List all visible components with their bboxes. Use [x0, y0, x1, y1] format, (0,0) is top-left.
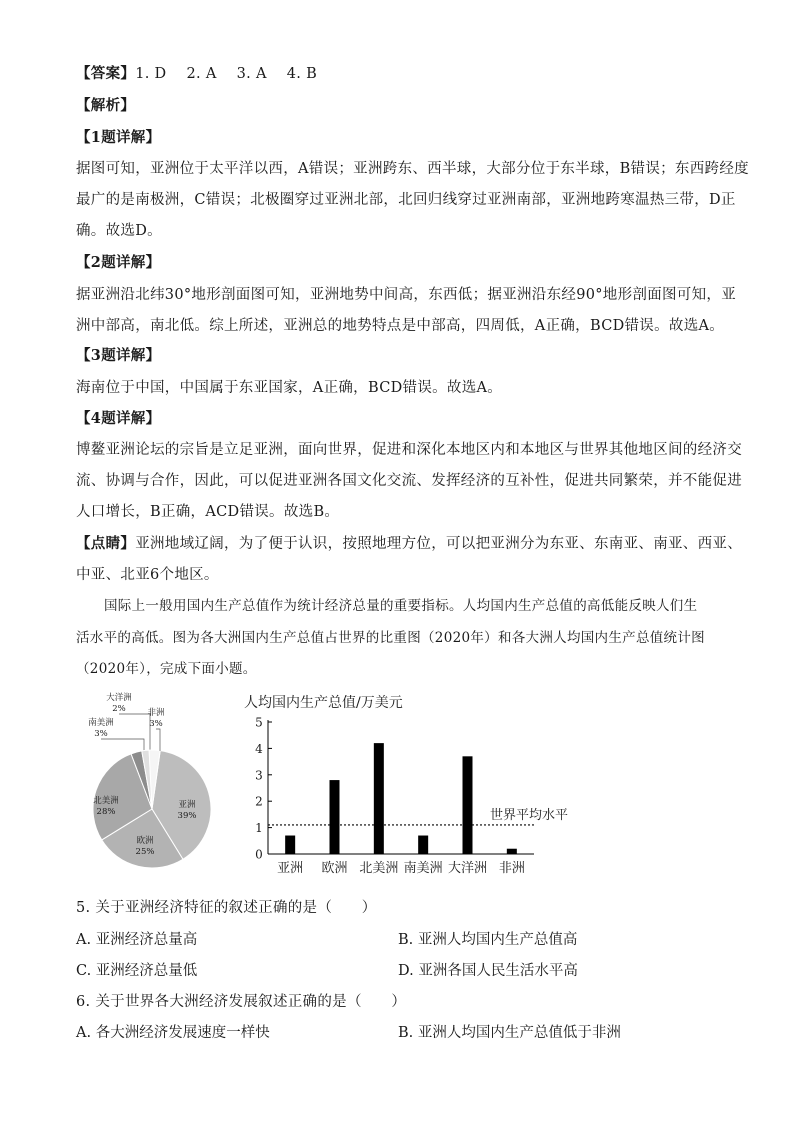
q6-stem: 6. 关于世界各大洲经济发展叙述正确的是（ ）: [76, 994, 407, 1010]
bar: [463, 756, 473, 854]
x-category-label: 南美洲: [403, 861, 443, 876]
x-category-label: 大洋洲: [447, 861, 488, 876]
answer-line: [76, 62, 337, 83]
pie-category-label: 非洲: [147, 708, 165, 718]
pie-chart: [80, 688, 225, 873]
q6-option-b[interactable]: B. 亚洲人均国内生产总值低于非洲: [398, 1025, 621, 1041]
tip-line: [76, 532, 742, 553]
x-category-label: 北美洲: [359, 861, 399, 876]
q1-line: 据图可知，亚洲位于太平洋以西，A错误；亚洲跨东、西半球，大部分位于东半球，B错误；东西跨经度: [76, 161, 749, 177]
answer-item: 4. B: [286, 66, 318, 82]
answer-item: 1. D: [135, 66, 167, 82]
pie-percent-label: 39%: [177, 811, 197, 821]
q2-line: 洲中部高，南北低。综上所述，亚洲总的地势特点是中部高，四周低，A正确，BCD错误。故选A。: [76, 318, 725, 334]
x-category-label: 欧洲: [321, 861, 348, 876]
q1-line: 最广的是南极洲，C错误；北极圈穿过亚洲北部，北回归线穿过亚洲南部，亚洲地跨寒温热三带，D正: [76, 192, 736, 208]
y-tick-label: 4: [255, 741, 263, 756]
pie-leader-line: [119, 714, 150, 753]
world-average-label: 世界平均水平: [490, 807, 569, 823]
bar: [374, 743, 384, 854]
q5-option-c[interactable]: C. 亚洲经济总量低: [76, 963, 198, 979]
q6-option-a[interactable]: A. 各大洲经济发展速度一样快: [76, 1025, 270, 1041]
pie-category-label: 亚洲: [178, 800, 196, 810]
x-category-label: 亚洲: [277, 861, 304, 876]
y-tick-label: 1: [255, 821, 263, 836]
q4-line: 博鳌亚洲论坛的宗旨是立足亚洲，面向世界，促进和深化本地区内和本地区与世界其他地区间的经济交: [76, 442, 742, 458]
pie-percent-label: 25%: [135, 847, 155, 857]
answer-item: 2. A: [186, 66, 217, 82]
q3-heading: 【3题详解】: [76, 347, 161, 364]
tip-label: 【点睛】: [76, 535, 136, 552]
q3-line: 海南位于中国，中国属于东亚国家，A正确，BCD错误。故选A。: [76, 380, 503, 396]
intro-line: 国际上一般用国内生产总值作为统计经济总量的重要指标。人均国内生产总值的高低能反映人们生: [104, 598, 698, 614]
pie-category-label: 欧洲: [136, 836, 154, 846]
bar-chart-title: 人均国内生产总值/万美元: [244, 695, 403, 711]
pie-leader-line: [156, 729, 160, 751]
q5-option-a[interactable]: A. 亚洲经济总量高: [76, 932, 198, 948]
bar: [418, 836, 428, 854]
q1-line: 确。故选D。: [76, 223, 162, 239]
q5-stem: 5. 关于亚洲经济特征的叙述正确的是（ ）: [76, 900, 377, 916]
pie-category-label: 北美洲: [93, 796, 119, 806]
tip-line: 中亚、北亚6个地区。: [76, 567, 219, 583]
q5-option-d[interactable]: D. 亚洲各国人民生活水平高: [398, 963, 578, 979]
y-tick-label: 5: [255, 715, 263, 730]
pie-category-label: 大洋洲: [106, 693, 132, 703]
pie-percent-label: 3%: [149, 719, 163, 729]
pie-percent-label: 28%: [96, 807, 116, 817]
pie-category-label: 南美洲: [88, 718, 114, 728]
y-tick-label: 3: [255, 768, 263, 783]
q1-heading: 【1题详解】: [76, 129, 161, 146]
intro-line: （2020年），完成下面小题。: [76, 661, 257, 677]
pie-percent-label: 2%: [112, 704, 126, 714]
q5-option-b[interactable]: B. 亚洲人均国内生产总值高: [398, 932, 578, 948]
pie-percent-label: 3%: [94, 729, 108, 739]
bar: [285, 836, 295, 854]
y-tick-label: 2: [255, 794, 263, 809]
bar: [507, 849, 517, 854]
intro-line: 活水平的高低。图为各大洲国内生产总值占世界的比重图（2020年）和各大洲人均国内生产总值统计图: [76, 630, 705, 646]
q2-line: 据亚洲沿北纬30°地形剖面图可知，亚洲地势中间高，东西低；据亚洲沿东经90°地形剖面图可知，亚: [76, 287, 736, 303]
q4-heading: 【4题详解】: [76, 410, 161, 427]
analysis-label: 【解析】: [76, 97, 136, 114]
q4-line: 人口增长，B正确，ACD错误。故选B。: [76, 504, 340, 520]
q4-line: 流、协调与合作，因此，可以促进亚洲各国文化交流、发挥经济的互补性，促进共同繁荣，并不能促进: [76, 473, 742, 489]
x-category-label: 非洲: [498, 861, 525, 876]
tip-text: 亚洲地域辽阔，为了便于认识，按照地理方位，可以把亚洲分为东亚、东南亚、南亚、西亚、: [135, 536, 742, 552]
answer-label: 【答案】: [76, 65, 136, 82]
q2-heading: 【2题详解】: [76, 254, 161, 271]
bar: [330, 780, 340, 854]
answer-item: 3. A: [236, 66, 267, 82]
y-tick-label: 0: [255, 847, 263, 862]
bar-chart: [236, 688, 596, 880]
